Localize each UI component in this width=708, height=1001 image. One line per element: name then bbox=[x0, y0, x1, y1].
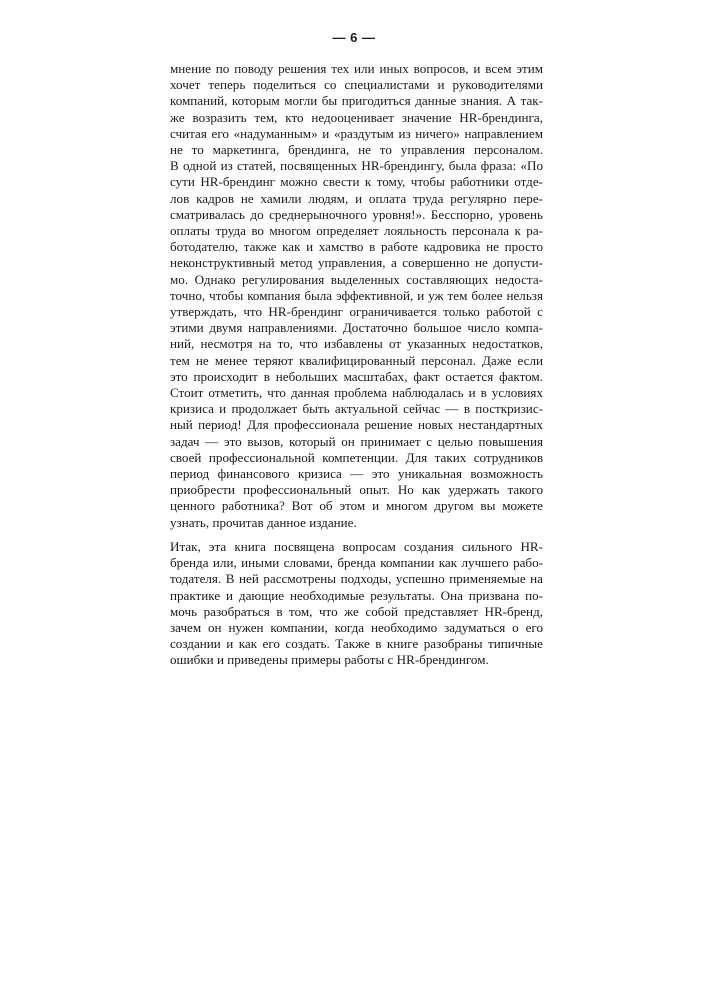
text-line: сматривалась до среднерыночного уровня!». Бесспорно, уровень bbox=[170, 206, 543, 222]
text-line: Стоит отметить, что данная проблема наблюдалась и в условиях bbox=[170, 385, 543, 401]
text-line: этими двумя направлениями. Достаточно большое число компа- bbox=[170, 320, 543, 336]
text-line: приобрести профессиональный опыт. Но как удержать такого bbox=[170, 482, 543, 498]
text-line: считая его «надуманным» и «раздутым из ничего» направлением bbox=[170, 125, 543, 141]
text-line: утверждать, что HR-брендинг ограничивается только работой с bbox=[170, 304, 543, 320]
page-number: — 6 — bbox=[332, 30, 376, 45]
text-line: компаний, которым могли бы пригодиться данные знания. А так- bbox=[170, 93, 543, 109]
text-line: неконструктивный метод управления, а совершенно не допусти- bbox=[170, 255, 543, 271]
text-line: тодателя. В ней рассмотрены подходы, успешно применяемые на bbox=[170, 571, 543, 587]
text-line: же возразить тем, кто недооценивает значение HR-брендинга, bbox=[170, 109, 543, 125]
text-line: мнение по поводу решения тех или иных вопросов, и всем этим bbox=[170, 61, 543, 76]
text-line: кризиса и продолжает быть актуальной сейчас — в посткризис- bbox=[170, 401, 543, 417]
text-line: своей профессиональной компетенции. Для таких сотрудников bbox=[170, 449, 543, 465]
text-line: период финансового кризиса — это уникальная возможность bbox=[170, 466, 543, 482]
text-line: это происходит в небольших масштабах, факт остается фактом. bbox=[170, 368, 543, 384]
text-line: ный период! Для профессионала решение новых нестандартных bbox=[170, 417, 543, 433]
text-line: не то маркетинга, брендинга, не то управления персоналом. bbox=[170, 142, 543, 158]
text-line: бренда или, иными словами, бренда компании как лучшего рабо- bbox=[170, 555, 543, 571]
text-line: хочет теперь поделиться со специалистами и руководителями bbox=[170, 77, 543, 93]
text-line: задач — это вызов, который он принимает с целью повышения bbox=[170, 433, 543, 449]
text-line: ценного работника? Вот об этом и многом другом вы можете bbox=[170, 498, 543, 514]
text-line: зачем он нужен компании, когда необходимо задуматься о его bbox=[170, 619, 543, 635]
text-line: сути HR-брендинг можно свести к тому, чтобы работники отде- bbox=[170, 174, 543, 190]
paragraph-1 bbox=[170, 61, 543, 531]
text-line: практике и дающие необходимые результаты. Она призвана по- bbox=[170, 587, 543, 603]
text-line: создании и как его создать. Также в книге разобраны типичные bbox=[170, 636, 543, 652]
text-line: тем не менее теряют квалифицированный персонал. Даже если bbox=[170, 352, 543, 368]
body-text bbox=[170, 61, 543, 669]
text-line: точно, чтобы компания была эффективной, и уж тем более нельзя bbox=[170, 287, 543, 303]
text-line: узнать, прочитав данное издание. bbox=[170, 514, 357, 530]
text-line: мочь разобраться в том, что же собой представляет HR-бренд, bbox=[170, 603, 543, 619]
text-line: Итак, эта книга посвящена вопросам создания сильного HR- bbox=[170, 538, 543, 554]
text-line: ний, несмотря на то, что избавлены от указанных недостатков, bbox=[170, 336, 543, 352]
text-line: лов кадров не хамили людям, и оплата труда регулярно пере- bbox=[170, 190, 543, 206]
text-line: оплаты труда во многом определяет лояльность персонала к ра- bbox=[170, 223, 543, 239]
text-line: В одной из статей, посвященных HR-брендингу, была фраза: «По bbox=[170, 158, 543, 174]
text-line: ошибки и приведены примеры работы с HR-брендингом. bbox=[170, 652, 489, 668]
paragraph-2 bbox=[170, 539, 543, 669]
text-line: мо. Однако регулирования выделенных составляющих недоста- bbox=[170, 271, 543, 287]
text-line: ботодателю, также как и хамство в работе кадровика не просто bbox=[170, 239, 543, 255]
